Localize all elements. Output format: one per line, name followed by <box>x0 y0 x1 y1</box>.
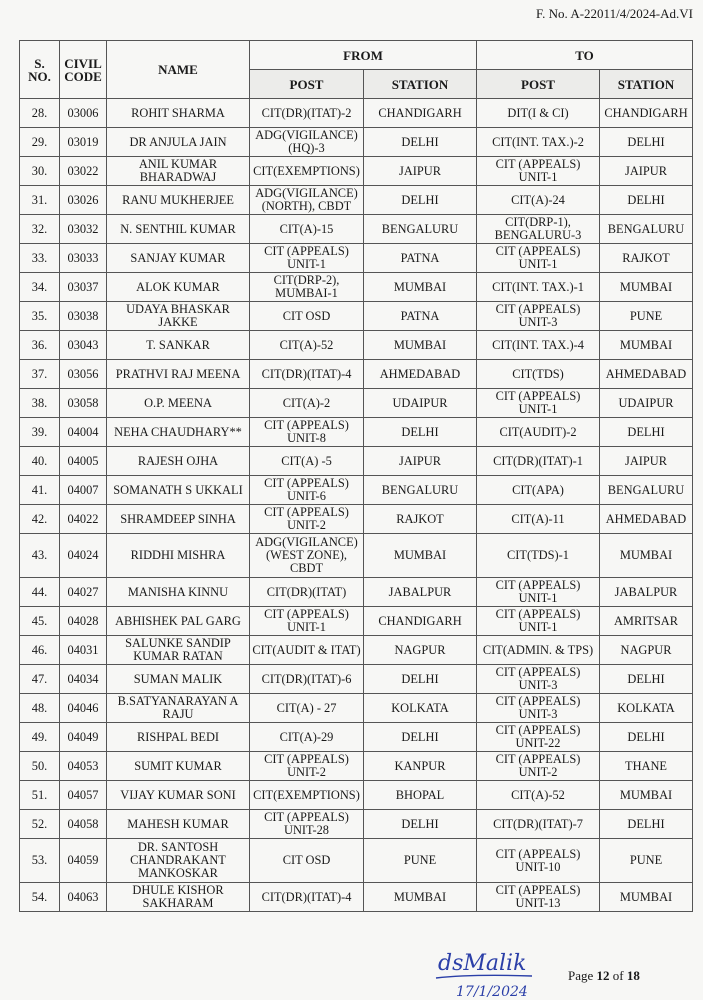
cell-to-station: JABALPUR <box>600 578 693 607</box>
cell-to-post: DIT(I & CI) <box>477 99 600 128</box>
cell-to-station: BENGALURU <box>600 215 693 244</box>
cell-from-post: CIT(DR)(ITAT)-2 <box>250 99 364 128</box>
cell-from-station: AHMEDABAD <box>364 360 477 389</box>
cell-from-post: CIT (APPEALS) UNIT-8 <box>250 418 364 447</box>
cell-to-station: UDAIPUR <box>600 389 693 418</box>
cell-from-post: CIT (APPEALS) UNIT-28 <box>250 810 364 839</box>
cell-to-post: CIT(DRP-1), BENGALURU-3 <box>477 215 600 244</box>
cell-name: SANJAY KUMAR <box>107 244 250 273</box>
cell-to-station: NAGPUR <box>600 636 693 665</box>
table-row <box>20 781 693 810</box>
cell-from-station: DELHI <box>364 665 477 694</box>
cell-to-post: CIT (APPEALS) UNIT-3 <box>477 665 600 694</box>
cell-civil-code: 03058 <box>60 389 107 418</box>
cell-from-post: ADG(VIGILANCE) (WEST ZONE), CBDT <box>250 534 364 578</box>
table-row <box>20 99 693 128</box>
cell-from-station: BHOPAL <box>364 781 477 810</box>
cell-from-station: DELHI <box>364 186 477 215</box>
cell-civil-code: 04024 <box>60 534 107 578</box>
cell-to-post: CIT(APA) <box>477 476 600 505</box>
cell-from-station: DELHI <box>364 128 477 157</box>
cell-name: ALOK KUMAR <box>107 273 250 302</box>
cell-from-station: MUMBAI <box>364 273 477 302</box>
cell-sno: 30. <box>20 157 60 186</box>
header-to-station: STATION <box>600 70 693 99</box>
cell-name: DR ANJULA JAIN <box>107 128 250 157</box>
header-to: TO <box>477 41 693 70</box>
cell-civil-code: 04007 <box>60 476 107 505</box>
cell-to-station: MUMBAI <box>600 273 693 302</box>
table-row <box>20 389 693 418</box>
cell-name: ABHISHEK PAL GARG <box>107 607 250 636</box>
cell-name: O.P. MEENA <box>107 389 250 418</box>
cell-civil-code: 03019 <box>60 128 107 157</box>
cell-from-post: CIT (APPEALS) UNIT-2 <box>250 752 364 781</box>
cell-to-station: MUMBAI <box>600 534 693 578</box>
cell-civil-code: 04058 <box>60 810 107 839</box>
cell-from-station: DELHI <box>364 723 477 752</box>
cell-sno: 34. <box>20 273 60 302</box>
cell-sno: 44. <box>20 578 60 607</box>
table-row <box>20 839 693 883</box>
cell-to-station: MUMBAI <box>600 781 693 810</box>
cell-civil-code: 03022 <box>60 157 107 186</box>
cell-from-post: CIT(A)-15 <box>250 215 364 244</box>
table-row <box>20 810 693 839</box>
cell-to-post: CIT(DR)(ITAT)-7 <box>477 810 600 839</box>
table-row <box>20 883 693 912</box>
cell-to-station: AHMEDABAD <box>600 360 693 389</box>
transfer-table <box>19 40 693 912</box>
cell-to-station: DELHI <box>600 128 693 157</box>
cell-civil-code: 03032 <box>60 215 107 244</box>
table-row <box>20 694 693 723</box>
cell-from-post: CIT(AUDIT & ITAT) <box>250 636 364 665</box>
table-row <box>20 665 693 694</box>
cell-from-station: RAJKOT <box>364 505 477 534</box>
cell-sno: 42. <box>20 505 60 534</box>
cell-from-station: MUMBAI <box>364 883 477 912</box>
cell-sno: 48. <box>20 694 60 723</box>
cell-from-station: NAGPUR <box>364 636 477 665</box>
cell-sno: 38. <box>20 389 60 418</box>
svg-text:dsMalik: dsMalik <box>438 951 527 976</box>
cell-civil-code: 04022 <box>60 505 107 534</box>
cell-to-station: CHANDIGARH <box>600 99 693 128</box>
cell-from-post: CIT (APPEALS) UNIT-2 <box>250 505 364 534</box>
cell-from-station: MUMBAI <box>364 534 477 578</box>
cell-name: DR. SANTOSH CHANDRAKANT MANKOSKAR <box>107 839 250 883</box>
svg-text:17/1/2024: 17/1/2024 <box>456 984 528 1000</box>
cell-from-post: CIT(A) -5 <box>250 447 364 476</box>
cell-from-post: CIT(A)-29 <box>250 723 364 752</box>
cell-name: ROHIT SHARMA <box>107 99 250 128</box>
header-civil-code: CIVIL CODE <box>60 41 107 99</box>
table-row <box>20 607 693 636</box>
cell-civil-code: 04027 <box>60 578 107 607</box>
cell-to-station: AHMEDABAD <box>600 505 693 534</box>
cell-to-post: CIT(TDS)-1 <box>477 534 600 578</box>
header-from-station: STATION <box>364 70 477 99</box>
cell-from-station: MUMBAI <box>364 331 477 360</box>
cell-to-station: JAIPUR <box>600 157 693 186</box>
cell-to-post: CIT (APPEALS) UNIT-22 <box>477 723 600 752</box>
table-body <box>20 99 693 912</box>
cell-to-station: MUMBAI <box>600 883 693 912</box>
table-row <box>20 447 693 476</box>
table-row <box>20 302 693 331</box>
cell-sno: 49. <box>20 723 60 752</box>
cell-name: VIJAY KUMAR SONI <box>107 781 250 810</box>
cell-from-post: CIT(EXEMPTIONS) <box>250 781 364 810</box>
cell-from-post: CIT(DRP-2), MUMBAI-1 <box>250 273 364 302</box>
cell-to-station: DELHI <box>600 665 693 694</box>
cell-to-post: CIT (APPEALS) UNIT-13 <box>477 883 600 912</box>
cell-civil-code: 04049 <box>60 723 107 752</box>
cell-civil-code: 03043 <box>60 331 107 360</box>
header-name: NAME <box>107 41 250 99</box>
cell-name: N. SENTHIL KUMAR <box>107 215 250 244</box>
cell-civil-code: 03006 <box>60 99 107 128</box>
cell-to-station: JAIPUR <box>600 447 693 476</box>
page-footer <box>568 968 640 984</box>
cell-to-post: CIT(DR)(ITAT)-1 <box>477 447 600 476</box>
cell-civil-code: 03056 <box>60 360 107 389</box>
cell-to-post: CIT(A)-11 <box>477 505 600 534</box>
cell-to-station: DELHI <box>600 186 693 215</box>
cell-from-station: BENGALURU <box>364 476 477 505</box>
cell-to-station: MUMBAI <box>600 331 693 360</box>
cell-sno: 41. <box>20 476 60 505</box>
cell-from-post: ADG(VIGILANCE) (NORTH), CBDT <box>250 186 364 215</box>
cell-name: SUMIT KUMAR <box>107 752 250 781</box>
cell-from-post: CIT(A)-2 <box>250 389 364 418</box>
cell-name: RAJESH OJHA <box>107 447 250 476</box>
cell-civil-code: 04053 <box>60 752 107 781</box>
cell-name: ANIL KUMAR BHARADWAJ <box>107 157 250 186</box>
cell-civil-code: 04004 <box>60 418 107 447</box>
cell-name: UDAYA BHASKAR JAKKE <box>107 302 250 331</box>
table-row <box>20 244 693 273</box>
cell-to-post: CIT(TDS) <box>477 360 600 389</box>
cell-to-station: DELHI <box>600 723 693 752</box>
cell-from-station: PUNE <box>364 839 477 883</box>
cell-to-post: CIT(A)-52 <box>477 781 600 810</box>
header-to-post: POST <box>477 70 600 99</box>
cell-to-station: BENGALURU <box>600 476 693 505</box>
cell-from-station: PATNA <box>364 302 477 331</box>
cell-from-station: KANPUR <box>364 752 477 781</box>
cell-name: PRATHVI RAJ MEENA <box>107 360 250 389</box>
table-row <box>20 418 693 447</box>
cell-civil-code: 03037 <box>60 273 107 302</box>
table-row <box>20 505 693 534</box>
cell-name: SALUNKE SANDIP KUMAR RATAN <box>107 636 250 665</box>
header-from: FROM <box>250 41 477 70</box>
cell-from-station: UDAIPUR <box>364 389 477 418</box>
cell-name: T. SANKAR <box>107 331 250 360</box>
cell-from-station: CHANDIGARH <box>364 99 477 128</box>
cell-sno: 45. <box>20 607 60 636</box>
cell-name: NEHA CHAUDHARY** <box>107 418 250 447</box>
cell-from-post: CIT(A)-52 <box>250 331 364 360</box>
table-row <box>20 723 693 752</box>
cell-sno: 47. <box>20 665 60 694</box>
cell-sno: 46. <box>20 636 60 665</box>
cell-to-post: CIT (APPEALS) UNIT-1 <box>477 244 600 273</box>
cell-to-station: DELHI <box>600 810 693 839</box>
table-row <box>20 331 693 360</box>
cell-to-post: CIT(INT. TAX.)-2 <box>477 128 600 157</box>
cell-sno: 39. <box>20 418 60 447</box>
cell-from-post: CIT(DR)(ITAT)-6 <box>250 665 364 694</box>
cell-name: B.SATYANARAYAN A RAJU <box>107 694 250 723</box>
cell-to-post: CIT(A)-24 <box>477 186 600 215</box>
cell-to-post: CIT (APPEALS) UNIT-1 <box>477 389 600 418</box>
cell-from-station: BENGALURU <box>364 215 477 244</box>
page-number: 12 <box>596 968 610 983</box>
cell-sno: 32. <box>20 215 60 244</box>
cell-from-post: CIT(DR)(ITAT)-4 <box>250 883 364 912</box>
page-label: Page <box>568 968 594 983</box>
cell-sno: 28. <box>20 99 60 128</box>
cell-sno: 37. <box>20 360 60 389</box>
cell-from-post: CIT(EXEMPTIONS) <box>250 157 364 186</box>
table-row <box>20 360 693 389</box>
cell-from-station: JAIPUR <box>364 447 477 476</box>
table-row <box>20 578 693 607</box>
cell-to-post: CIT (APPEALS) UNIT-1 <box>477 607 600 636</box>
cell-civil-code: 04046 <box>60 694 107 723</box>
cell-from-post: CIT(A) - 27 <box>250 694 364 723</box>
cell-sno: 51. <box>20 781 60 810</box>
cell-civil-code: 04005 <box>60 447 107 476</box>
cell-sno: 40. <box>20 447 60 476</box>
cell-to-station: DELHI <box>600 418 693 447</box>
cell-from-station: PATNA <box>364 244 477 273</box>
cell-civil-code: 03026 <box>60 186 107 215</box>
cell-name: MANISHA KINNU <box>107 578 250 607</box>
cell-from-post: ADG(VIGILANCE) (HQ)-3 <box>250 128 364 157</box>
header-from-post: POST <box>250 70 364 99</box>
cell-from-post: CIT (APPEALS) UNIT-1 <box>250 607 364 636</box>
cell-to-post: CIT(INT. TAX.)-1 <box>477 273 600 302</box>
cell-to-station: PUNE <box>600 302 693 331</box>
cell-sno: 31. <box>20 186 60 215</box>
cell-name: DHULE KISHOR SAKHARAM <box>107 883 250 912</box>
cell-civil-code: 04063 <box>60 883 107 912</box>
table-row <box>20 476 693 505</box>
cell-sno: 29. <box>20 128 60 157</box>
file-number: F. No. A-22011/4/2024-Ad.VI <box>535 6 693 21</box>
cell-from-station: DELHI <box>364 810 477 839</box>
cell-name: SHRAMDEEP SINHA <box>107 505 250 534</box>
cell-sno: 50. <box>20 752 60 781</box>
page-total: 18 <box>626 968 640 983</box>
cell-to-post: CIT (APPEALS) UNIT-2 <box>477 752 600 781</box>
cell-to-post: CIT (APPEALS) UNIT-3 <box>477 694 600 723</box>
cell-sno: 35. <box>20 302 60 331</box>
cell-sno: 54. <box>20 883 60 912</box>
cell-from-station: CHANDIGARH <box>364 607 477 636</box>
cell-civil-code: 04059 <box>60 839 107 883</box>
cell-sno: 43. <box>20 534 60 578</box>
cell-from-post: CIT(DR)(ITAT) <box>250 578 364 607</box>
table-row <box>20 128 693 157</box>
cell-civil-code: 04057 <box>60 781 107 810</box>
cell-name: MAHESH KUMAR <box>107 810 250 839</box>
cell-to-station: THANE <box>600 752 693 781</box>
signature-image <box>432 946 562 1000</box>
cell-from-post: CIT OSD <box>250 839 364 883</box>
table-row <box>20 157 693 186</box>
cell-to-post: CIT (APPEALS) UNIT-10 <box>477 839 600 883</box>
cell-name: RISHPAL BEDI <box>107 723 250 752</box>
cell-sno: 33. <box>20 244 60 273</box>
cell-to-station: AMRITSAR <box>600 607 693 636</box>
cell-sno: 52. <box>20 810 60 839</box>
table-row <box>20 273 693 302</box>
table-row <box>20 215 693 244</box>
cell-civil-code: 04031 <box>60 636 107 665</box>
table-row <box>20 186 693 215</box>
cell-to-post: CIT(AUDIT)-2 <box>477 418 600 447</box>
cell-civil-code: 03033 <box>60 244 107 273</box>
page-of-label: of <box>612 968 624 983</box>
cell-from-post: CIT OSD <box>250 302 364 331</box>
cell-name: SUMAN MALIK <box>107 665 250 694</box>
cell-civil-code: 04034 <box>60 665 107 694</box>
cell-from-station: JABALPUR <box>364 578 477 607</box>
cell-to-station: KOLKATA <box>600 694 693 723</box>
cell-to-post: CIT(ADMIN. & TPS) <box>477 636 600 665</box>
cell-civil-code: 04028 <box>60 607 107 636</box>
cell-from-post: CIT (APPEALS) UNIT-1 <box>250 244 364 273</box>
cell-to-station: RAJKOT <box>600 244 693 273</box>
cell-to-station: PUNE <box>600 839 693 883</box>
cell-name: SOMANATH S UKKALI <box>107 476 250 505</box>
cell-name: RIDDHI MISHRA <box>107 534 250 578</box>
cell-name: RANU MUKHERJEE <box>107 186 250 215</box>
cell-to-post: CIT(INT. TAX.)-4 <box>477 331 600 360</box>
cell-from-post: CIT (APPEALS) UNIT-6 <box>250 476 364 505</box>
cell-from-post: CIT(DR)(ITAT)-4 <box>250 360 364 389</box>
cell-to-post: CIT (APPEALS) UNIT-1 <box>477 578 600 607</box>
header-sno: S. NO. <box>20 41 60 99</box>
cell-sno: 36. <box>20 331 60 360</box>
cell-to-post: CIT (APPEALS) UNIT-1 <box>477 157 600 186</box>
table-row <box>20 752 693 781</box>
table-row <box>20 534 693 578</box>
cell-from-station: DELHI <box>364 418 477 447</box>
cell-from-station: JAIPUR <box>364 157 477 186</box>
cell-from-station: KOLKATA <box>364 694 477 723</box>
cell-sno: 53. <box>20 839 60 883</box>
table-row <box>20 636 693 665</box>
cell-civil-code: 03038 <box>60 302 107 331</box>
cell-to-post: CIT (APPEALS) UNIT-3 <box>477 302 600 331</box>
